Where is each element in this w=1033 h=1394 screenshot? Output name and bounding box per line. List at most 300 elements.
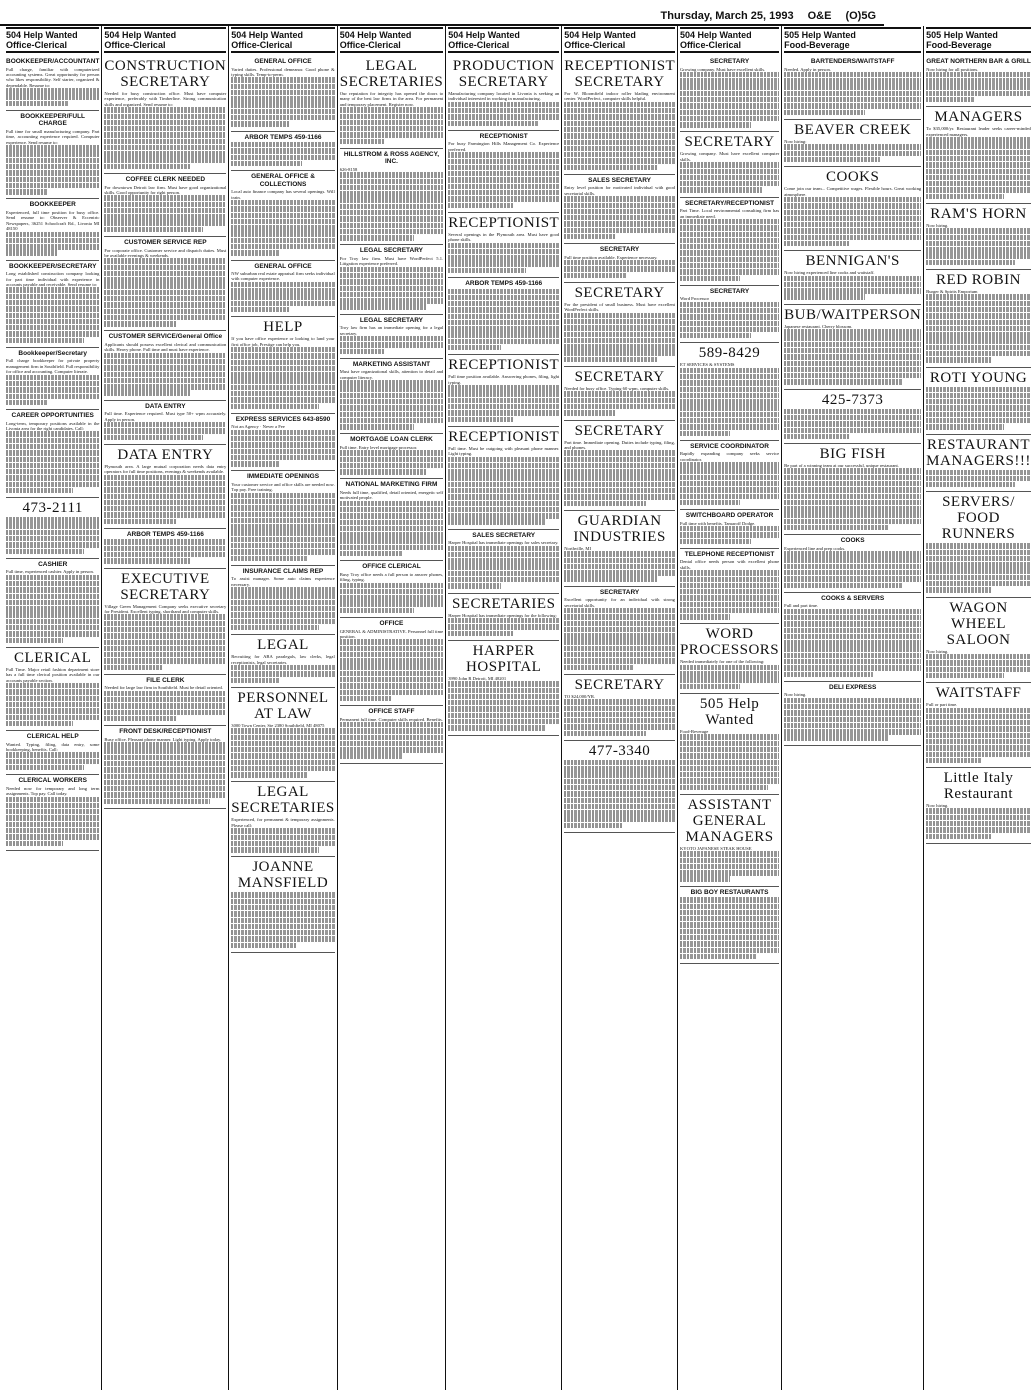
ad-body: Now hiring:: [784, 138, 807, 144]
ad-heading: GENERAL OFFICE: [254, 58, 312, 65]
classified-ad: [680, 510, 779, 549]
ad-heading: SERVERS/ FOOD RUNNERS: [941, 494, 1016, 543]
column-header: [6, 27, 99, 53]
ad-text-lines: [6, 145, 99, 194]
ad-body: GENERAL & ADMINISTRATIVE. Personnel full time position.: [339, 628, 444, 639]
ad-body: Needed now for temporary and long term assignments. Top pay. Call today.: [6, 785, 100, 797]
classified-ad: [926, 368, 1031, 435]
ad-body: Full time. Must be outgoing with pleasant phone manner. Light typing.: [448, 445, 560, 457]
classified-ad: [784, 56, 921, 120]
ad-body: TO $24,000/YR.: [564, 693, 596, 699]
ad-body: Manufacturing company located in Livonia is seeking an individual interested in working in manufacturing.: [448, 91, 560, 102]
ad-text-lines: [564, 102, 675, 170]
ad-heading: DATA ENTRY: [117, 446, 214, 463]
column-header-category: Office-Clerical: [448, 40, 510, 50]
ad-body: For Troy law firm. Must have WordPerfect 5.1. Litigation experience preferred.: [339, 255, 444, 267]
ad-text-lines: [564, 450, 675, 506]
ad-body: Now hiring.: [784, 692, 807, 698]
ad-heading: SECRETARY: [709, 287, 750, 295]
ad-body: For downtown Detroit law firm. Must have good organizational skills. Good opportunity for right person.: [104, 184, 227, 195]
ad-text-lines: [340, 722, 443, 759]
ad-body: Experienced, full time position for busy office. Send resume to: Observer & Eccentric Newspapers, 36251 Schoolcraft Rd., Livonia MI 48150: [6, 209, 100, 232]
ad-body: Not an Agency · Never a Fee: [231, 424, 285, 430]
ad-body: For W. Bloomfield indoor roller blading environment center. WordPerfect, computer skills helpful.: [564, 91, 675, 102]
ad-heading: CLERICAL WORKERS: [18, 777, 87, 785]
classified-ad: [104, 569, 226, 675]
ad-heading: BOOKKEEPER/FULL CHARGE: [20, 112, 86, 128]
ad-body: Come join our team... Competitive wages. Flexible hours. Great working atmosphere.: [784, 186, 922, 197]
classified-ad: [564, 244, 675, 283]
classified-ad: [231, 56, 334, 132]
ad-body: Now hiring.: [926, 222, 949, 228]
column-header: [231, 27, 334, 53]
column-header: [680, 27, 779, 53]
classified-ad: [784, 305, 921, 390]
column-header: [564, 27, 675, 53]
ad-text-lines: [231, 828, 334, 852]
ad-heading: BUB/WAITPERSON: [784, 306, 922, 323]
ad-text-lines: [231, 200, 334, 256]
ad-text-lines: [231, 282, 334, 313]
ad-body: Full charge, familiar with computerized accounting systems. Great opportunity for person who likes responsibility. Self starter, organized & dependable. Resume to:: [6, 66, 100, 88]
ad-text-lines: [231, 347, 334, 409]
ad-body: Northville, MI: [564, 545, 591, 551]
ad-body: KYOTO JAPANESE STEAK HOUSE: [679, 845, 752, 851]
ad-text-lines: [6, 797, 99, 846]
ad-heading: COFFEE CLERK NEEDED: [125, 176, 206, 184]
column-4: [338, 26, 446, 1390]
ad-heading: LEGAL SECRETARIES: [231, 784, 335, 817]
ad-heading: CLERICAL HELP: [26, 733, 79, 741]
ad-text-lines: [448, 457, 559, 525]
ad-heading: BOOKKEEPER: [29, 201, 76, 209]
ad-body: Recruiting for ABA paralegals, law clerks, legal receptionists, legal secretaries.: [231, 654, 335, 665]
ad-text-lines: [231, 892, 334, 948]
ad-body: Full time for small manufacturing company. Part time, accounting experience required. Computer experience. Send resume to:: [6, 128, 100, 145]
classified-ad: [680, 343, 779, 441]
ad-heading: OFFICE STAFF: [368, 708, 415, 716]
classified-ad: [926, 768, 1031, 844]
ad-body: To assist manager. Some auto claims experience necessary.: [231, 576, 335, 587]
classified-ad: [680, 198, 779, 286]
classified-ad: [448, 355, 559, 427]
classified-ad: [340, 561, 443, 618]
column-header-category: Food-Beverage: [784, 40, 850, 50]
ad-heading: SECRETARY: [599, 246, 640, 254]
ad-text-lines: [448, 289, 559, 351]
ad-text-lines: [564, 260, 675, 278]
column-header: [926, 27, 1031, 53]
classified-ad: [784, 444, 921, 535]
ad-text-lines: [104, 422, 226, 440]
ad-text-lines: [448, 681, 559, 730]
ad-text-lines: [680, 72, 779, 128]
ad-body: Troy law firm has an immediate opening for a legal secretary.: [339, 325, 444, 336]
ad-text-lines: [448, 152, 559, 208]
classified-ad: [340, 245, 443, 314]
ad-text-lines: [784, 72, 921, 115]
column-header-number: 504 Help Wanted: [679, 30, 752, 40]
ad-heading: MORTGAGE LOAN CLERK: [350, 436, 433, 444]
ad-heading: RECEPTIONIST: [479, 132, 528, 140]
ad-heading: BOOKKEEPER/SECRETARY: [9, 262, 97, 270]
ad-body: Permanent full time. Computer skills required. Benefits.: [339, 716, 443, 722]
ad-text-lines: [6, 232, 99, 256]
ad-text-lines: [680, 462, 779, 505]
ad-text-lines: [926, 72, 1031, 103]
ad-body: Part time. Immediate opening. Duties include typing, filing, and phones.: [564, 439, 675, 450]
column-header-number: 504 Help Wanted: [6, 30, 78, 40]
ad-heading: LEGAL: [257, 637, 309, 654]
ad-text-lines: [680, 302, 779, 339]
ad-heading: ARBOR TEMPS 459-1166: [465, 280, 543, 287]
classified-ad: [231, 317, 334, 414]
ad-body: Full time. Entry level mortgage processor.: [339, 444, 418, 450]
ad-text-lines: [784, 144, 921, 162]
column-header-number: 504 Help Wanted: [104, 30, 177, 40]
ad-heading: WORD PROCESSORS: [679, 626, 780, 659]
ad-heading: EXPRESS SERVICES 643-8590: [235, 415, 331, 423]
classified-ad: [104, 401, 226, 445]
ad-heading: COOKS & SERVERS: [821, 594, 885, 602]
ad-heading: RECEPTIONIST: [448, 214, 560, 231]
ad-heading: 589-8429: [698, 345, 761, 362]
ad-text-lines: [6, 517, 99, 554]
column-header-number: 505 Help Wanted: [926, 30, 998, 40]
ad-body: Long established construction company looking for part time individual with experience in accounts payable and receivable. Send resume to:: [6, 271, 100, 287]
classified-ad: [564, 421, 675, 511]
column-header-category: Office-Clerical: [6, 40, 68, 50]
classified-ad: [104, 237, 226, 331]
classified-ad: [104, 529, 226, 569]
ad-body: Full time, experienced cashier. Apply in person.: [6, 569, 94, 575]
classified-ad: [231, 782, 334, 857]
ad-text-lines: [564, 760, 675, 828]
ad-body: Excellent opportunity for an individual with strong secretarial skills.: [564, 597, 675, 608]
ad-body: Japanese restaurant. Cherry blossom.: [784, 323, 853, 329]
classified-ad: [680, 795, 779, 887]
ad-heading: ASSISTANT GENERAL MANAGERS: [685, 796, 774, 845]
ad-body: Growing company. Must have excellent skills.: [679, 66, 766, 72]
ad-text-lines: [340, 450, 443, 474]
ad-body: Word Processor: [679, 296, 710, 302]
ad-body: For the president of small business. Must have excellent WordPerfect skills.: [564, 301, 675, 313]
ad-body: ET SERVICES & SYSTEMS: [679, 362, 735, 368]
ad-heading: SERVICE COORDINATOR: [690, 442, 769, 450]
ad-heading: SECRETARY/RECEPTIONIST: [684, 199, 775, 207]
ad-heading: LEGAL SECRETARY: [359, 247, 424, 255]
ad-body: 3000 Town Center, Ste 2380 Southfield, MI 48075: [231, 722, 325, 728]
ad-heading: BEAVER CREEK: [794, 121, 912, 138]
ad-body: Wanted. Typing, filing, data entry, some bookkeeping, benefits. Call:: [6, 741, 100, 752]
classified-ad: [784, 120, 921, 167]
ad-heading: RECEPTIONIST: [448, 428, 560, 445]
classified-ad: [448, 131, 559, 213]
ad-body: Rapidly expanding company seeks service coordinator.: [679, 451, 780, 462]
ad-heading: COOKS: [825, 169, 880, 186]
classified-ad: [6, 261, 99, 348]
ad-heading: SWITCHBOARD OPERATOR: [685, 512, 774, 520]
ad-heading: FRONT DESK/RECEPTIONIST: [119, 728, 212, 736]
ad-body: Now hiring.: [926, 803, 949, 809]
ad-text-lines: [926, 708, 1031, 764]
ad-heading: SECRETARIES: [451, 595, 556, 612]
column-5: [446, 26, 562, 1390]
ad-body: NW suburban real estate appraisal firm seeks individual with computer experience.: [231, 271, 335, 282]
ad-text-lines: [680, 570, 779, 619]
ad-heading: HILLSTROM & ROSS AGENCY, INC.: [343, 150, 440, 166]
ad-text-lines: [784, 329, 921, 385]
classified-ad: [680, 624, 779, 694]
ad-heading: RECEPTIONIST SECRETARY: [564, 58, 676, 90]
classified-ad: [104, 56, 226, 174]
classified-ad: [448, 427, 559, 530]
ad-text-lines: [926, 808, 1031, 839]
ad-text-lines: [926, 470, 1031, 488]
ad-body: For corporate office. Customer service and dispatch duties. Must be available evenings & weekends.: [104, 247, 227, 258]
ad-body: Full time position available. Experience necessary.: [564, 254, 658, 260]
ad-text-lines: [926, 137, 1031, 199]
ad-text-lines: [104, 107, 226, 169]
classified-ad: [6, 648, 99, 731]
classified-ad: [784, 682, 921, 746]
ad-text-lines: [680, 162, 779, 193]
classified-ad: [926, 56, 1031, 107]
ad-heading: Bookkeeper/Secretary: [18, 349, 88, 357]
ad-text-lines: [784, 609, 921, 677]
ad-text-lines: [926, 294, 1031, 362]
classified-ad: [231, 566, 334, 635]
column-header-number: 504 Help Wanted: [231, 30, 303, 40]
classified-ad: [6, 775, 99, 851]
classified-ad: [340, 434, 443, 479]
ad-heading: OFFICE CLERICAL: [362, 563, 421, 571]
ad-heading: RECEPTIONIST: [448, 357, 560, 374]
classified-ad: [104, 331, 226, 400]
classified-ad: [926, 598, 1031, 684]
ad-heading: WAITSTAFF: [935, 685, 1022, 702]
ad-heading: SALES SECRETARY: [472, 531, 536, 539]
ad-body: Now hiring experienced line cooks and waitstaff.: [784, 270, 875, 276]
ad-text-lines: [564, 196, 675, 239]
classified-ad: [680, 132, 779, 197]
column-header: [448, 27, 559, 53]
ad-heading: SECRETARY: [599, 588, 640, 596]
ad-heading: RED ROBIN: [936, 272, 1021, 289]
ad-heading: FILE CLERK: [146, 676, 185, 684]
classified-ad: [926, 435, 1031, 493]
ad-body: Varied duties. Professional demeanor. Good phone & typing skills. Temp-to-perm.: [231, 66, 335, 77]
ad-text-lines: [448, 243, 559, 274]
classified-ad: [231, 471, 334, 565]
ad-body: Dental office needs person with excellent phone skills.: [679, 559, 780, 570]
classified-ad: [448, 530, 559, 594]
ad-heading: GREAT NORTHERN BAR & GRILL: [926, 58, 1031, 65]
ad-text-lines: [231, 728, 334, 777]
ad-body: Experienced line and prep cooks.: [784, 545, 846, 551]
ad-body: Busy Troy office needs a full person to answer phones, filing, typing.: [339, 571, 444, 583]
classified-ad: [6, 199, 99, 260]
ad-heading: GENERAL OFFICE & COLLECTIONS: [251, 173, 315, 188]
ad-text-lines: [340, 639, 443, 701]
ad-text-lines: [680, 219, 779, 281]
classified-ad: [340, 359, 443, 435]
ad-text-lines: [564, 551, 675, 582]
masthead-date: Thursday, March 25, 1993: [660, 10, 794, 22]
classified-ad: [448, 641, 559, 736]
classified-ad: [680, 56, 779, 132]
ad-heading: PERSONNEL AT LAW: [237, 689, 329, 722]
ad-heading: CLERICAL: [14, 649, 92, 666]
ad-heading: ROTI YOUNG: [929, 369, 1028, 386]
ad-text-lines: [104, 539, 226, 563]
classified-ad: [340, 56, 443, 149]
column-header-category: Office-Clerical: [564, 40, 626, 50]
ad-text-lines: [231, 587, 334, 630]
ad-text-lines: [6, 431, 99, 493]
ad-heading: PRODUCTION SECRETARY: [452, 58, 555, 90]
column-header-category: Office-Clerical: [339, 40, 401, 50]
ad-body: Full time position available. Answering phones, filing, light typing.: [448, 374, 560, 385]
ad-body: Needed for busy office. Typing 60 wpm, computer skills.: [564, 386, 670, 391]
ad-body: Be part of a winning team at our successful, unique restaurant.: [784, 463, 899, 469]
ad-heading: SECRETARY: [574, 676, 665, 693]
ad-body: Long-term, temporary positions available in the Livonia area for the right candidates. Call:: [6, 420, 100, 431]
ad-heading: BARTENDERS/WAITSTAFF: [810, 58, 895, 65]
ad-text-lines: [231, 142, 334, 166]
ad-text-lines: [784, 551, 921, 588]
ad-body: Full Time. Major retail fashion department store has a full time clerical position available in our accounts payable section.: [6, 666, 100, 683]
classified-ad: [6, 56, 99, 111]
ad-heading: MANAGERS: [934, 109, 1023, 126]
ad-body: Full time with benefits. Tamaroff Dodge.: [679, 520, 756, 526]
classified-ad: [784, 535, 921, 593]
classified-ad: [231, 132, 334, 172]
classified-ad: [680, 286, 779, 344]
classified-ad: [6, 348, 99, 410]
ad-body: Full or part time.: [926, 702, 958, 708]
ad-body: Full charge bookkeeper for private property management firm in Southfield. Full responsibility for office and accounting. Computer literate.: [6, 358, 100, 375]
ad-heading: CUSTOMER SERVICE/General Office: [108, 333, 223, 341]
column-header-category: Food-Beverage: [926, 40, 992, 50]
ad-body: Harper Hospital has immediate openings for sales secretary.: [448, 540, 559, 546]
ad-text-lines: [680, 368, 779, 436]
column-header: [784, 27, 921, 53]
ad-heading: 473-2111: [22, 500, 83, 517]
ad-text-lines: [231, 77, 334, 126]
ad-heading: OFFICE: [379, 620, 404, 627]
ad-text-lines: [784, 698, 921, 741]
ad-heading: SECRETARY: [574, 369, 665, 385]
classified-ad: [448, 213, 559, 278]
ad-heading: 505 Help Wanted: [699, 696, 760, 728]
ad-text-lines: [448, 102, 559, 126]
ad-body: If you have office experience or looking to land your first office job, Prestige can help you.: [231, 336, 335, 347]
classified-ad: [926, 204, 1031, 270]
ad-heading: SECRETARY: [709, 58, 750, 65]
ad-heading: COOKS: [840, 537, 865, 545]
classified-ad: [680, 887, 779, 964]
ad-heading: TELEPHONE RECEPTIONIST: [684, 550, 775, 558]
ad-text-lines: [340, 267, 443, 310]
ad-text-lines: [104, 195, 226, 232]
column-7: [678, 26, 782, 1390]
ad-text-lines: [104, 614, 226, 670]
ad-heading: HELP: [263, 319, 303, 336]
classified-ad: [340, 149, 443, 246]
ad-text-lines: [340, 172, 443, 240]
column-header: [340, 27, 443, 53]
ad-heading: CAREER OPPORTUNITIES: [11, 412, 94, 420]
ad-heading: 477-3340: [588, 742, 651, 759]
ad-heading: RAM'S HORN: [930, 205, 1027, 222]
ad-body: Our reputation for integrity has opened the doors to many of the best law firms in the area. For permanent and temporary placement. Register now.: [339, 91, 444, 107]
column-header-number: 504 Help Wanted: [448, 30, 520, 40]
classified-ad: [340, 315, 443, 359]
ad-heading: BIG BOY RESTAURANTS: [690, 888, 769, 896]
classified-ad: [231, 261, 334, 318]
classified-ad: [231, 688, 334, 783]
ad-text-lines: [104, 258, 226, 326]
ad-heading: CUSTOMER SERVICE REP: [124, 239, 207, 247]
classified-ad: [104, 726, 226, 809]
column-header-number: 504 Help Wanted: [339, 30, 412, 40]
ad-text-lines: [564, 699, 675, 736]
ad-text-lines: [231, 430, 334, 467]
ad-text-lines: [784, 197, 921, 246]
ad-text-lines: [448, 385, 559, 422]
classified-ad: [784, 390, 921, 444]
ad-heading: BENNIGAN'S: [805, 253, 900, 270]
ad-heading: BOOKKEEPER/ACCOUNTANT: [6, 58, 100, 65]
classified-ad: [6, 731, 99, 775]
classified-ad: [926, 492, 1031, 597]
ad-heading: ARBOR TEMPS 459-1166: [244, 133, 322, 141]
ad-text-lines: [564, 608, 675, 670]
ad-heading: LEGAL SECRETARIES: [339, 58, 444, 90]
column-2: [102, 26, 229, 1390]
classified-ad: [564, 367, 675, 421]
ad-heading: ARBOR TEMPS 459-1166: [126, 530, 204, 538]
ad-text-lines: [6, 375, 99, 406]
ad-body: 3990 John R Detroit, MI 48201: [448, 675, 507, 681]
ad-heading: EXECUTIVE SECRETARY: [120, 570, 211, 603]
ad-body: Burger & Spirits Emporium: [926, 289, 978, 295]
classified-ad: [564, 511, 675, 587]
classified-ad: [448, 278, 559, 355]
ad-text-lines: [448, 618, 559, 636]
ad-body: Food-Beverage: [679, 729, 709, 734]
classified-columns: [4, 26, 1031, 1390]
classified-ad: [680, 694, 779, 795]
ad-text-lines: [6, 683, 99, 726]
column-header-category: Office-Clerical: [104, 40, 166, 50]
ad-text-lines: [231, 665, 334, 683]
ad-body: Full and part time.: [784, 603, 819, 609]
ad-body: Needed for large law firm in Southfield. Must be detail oriented.: [104, 685, 223, 691]
ad-text-lines: [448, 546, 559, 589]
ad-heading: DELI EXPRESS: [829, 683, 877, 691]
ad-heading: CONSTRUCTION SECRETARY: [104, 58, 227, 90]
ad-text-lines: [340, 583, 443, 614]
classified-ad: [926, 270, 1031, 368]
classified-ad: [231, 414, 334, 472]
classified-ad: [784, 167, 921, 251]
ad-heading: MARKETING ASSISTANT: [352, 360, 431, 368]
ad-heading: BIG FISH: [819, 446, 886, 463]
ad-text-lines: [680, 897, 779, 959]
ad-body: Experienced, for permanent & temporary assignments. Please call:: [231, 817, 335, 828]
